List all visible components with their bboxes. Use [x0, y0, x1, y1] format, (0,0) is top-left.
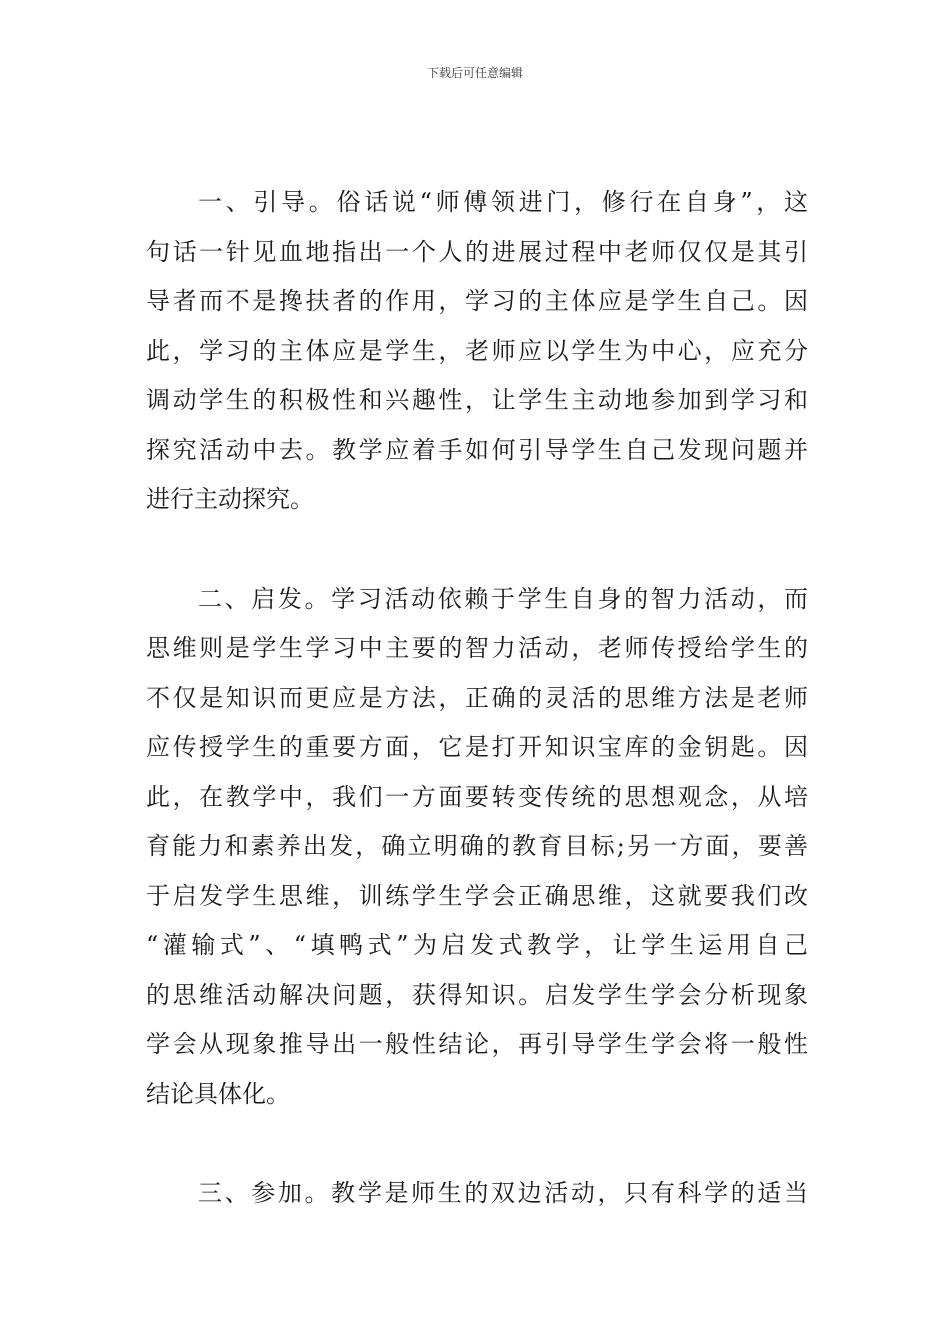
text-line: 不仅是知识而更应是方法，正确的灵活的思维方法是老师 — [146, 683, 808, 712]
text-line: 调动学生的积极性和兴趣性，让学生主动地参加到学习和 — [146, 386, 808, 414]
paragraph-participation — [146, 1169, 808, 1219]
text-line: 的思维活动解决问题，获得知识。启发学生学会分析现象 — [146, 980, 808, 1009]
text-line: 此，在教学中，我们一方面要转变传统的思想观念，从培 — [146, 782, 808, 811]
text-line: 句话一针见血地指出一个人的进展过程中老师仅仅是其引 — [146, 237, 808, 266]
text-line: 二、启发。学习活动依赖于学生自身的智力活动，而 — [198, 584, 808, 613]
text-line: “灌输式”、“填鸭式”为启发式教学，让学生运用自己 — [146, 931, 808, 959]
text-line: 结论具体化。 — [146, 1079, 290, 1108]
text-line: 学会从现象推导出一般性结论，再引导学生学会将一般性 — [146, 1030, 808, 1058]
text-line: 育能力和素养出发，确立明确的教育目标;另一方面，要善 — [146, 832, 808, 860]
text-line: 进行主动探究。 — [146, 485, 314, 513]
text-line: 思维则是学生学习中主要的智力活动，老师传授给学生的 — [146, 634, 808, 662]
text-line: 导者而不是搀扶者的作用，学习的主体应是学生自己。因 — [146, 287, 808, 315]
text-line: 三、参加。教学是师生的双边活动，只有科学的适当 — [198, 1179, 808, 1207]
text-line: 探究活动中去。教学应着手如何引导学生自己发现问题并 — [146, 435, 808, 464]
text-line: 应传授学生的重要方面，它是打开知识宝库的金钥匙。因 — [146, 733, 808, 761]
text-line: 此，学习的主体应是学生，老师应以学生为中心，应充分 — [146, 336, 808, 365]
page-header: 下载后可任意编辑 — [426, 66, 523, 80]
text-line: 一、引导。俗话说“师傅领进门，修行在自身”，这 — [198, 188, 808, 216]
paragraph-inspiration — [146, 575, 808, 1120]
paragraph-spacer — [146, 1119, 808, 1169]
text-line: 于启发学生思维，训练学生学会正确思维，这就要我们改 — [146, 881, 808, 910]
paragraph-spacer — [146, 525, 808, 575]
paragraph-guidance — [146, 178, 808, 525]
document-body — [146, 178, 808, 1219]
